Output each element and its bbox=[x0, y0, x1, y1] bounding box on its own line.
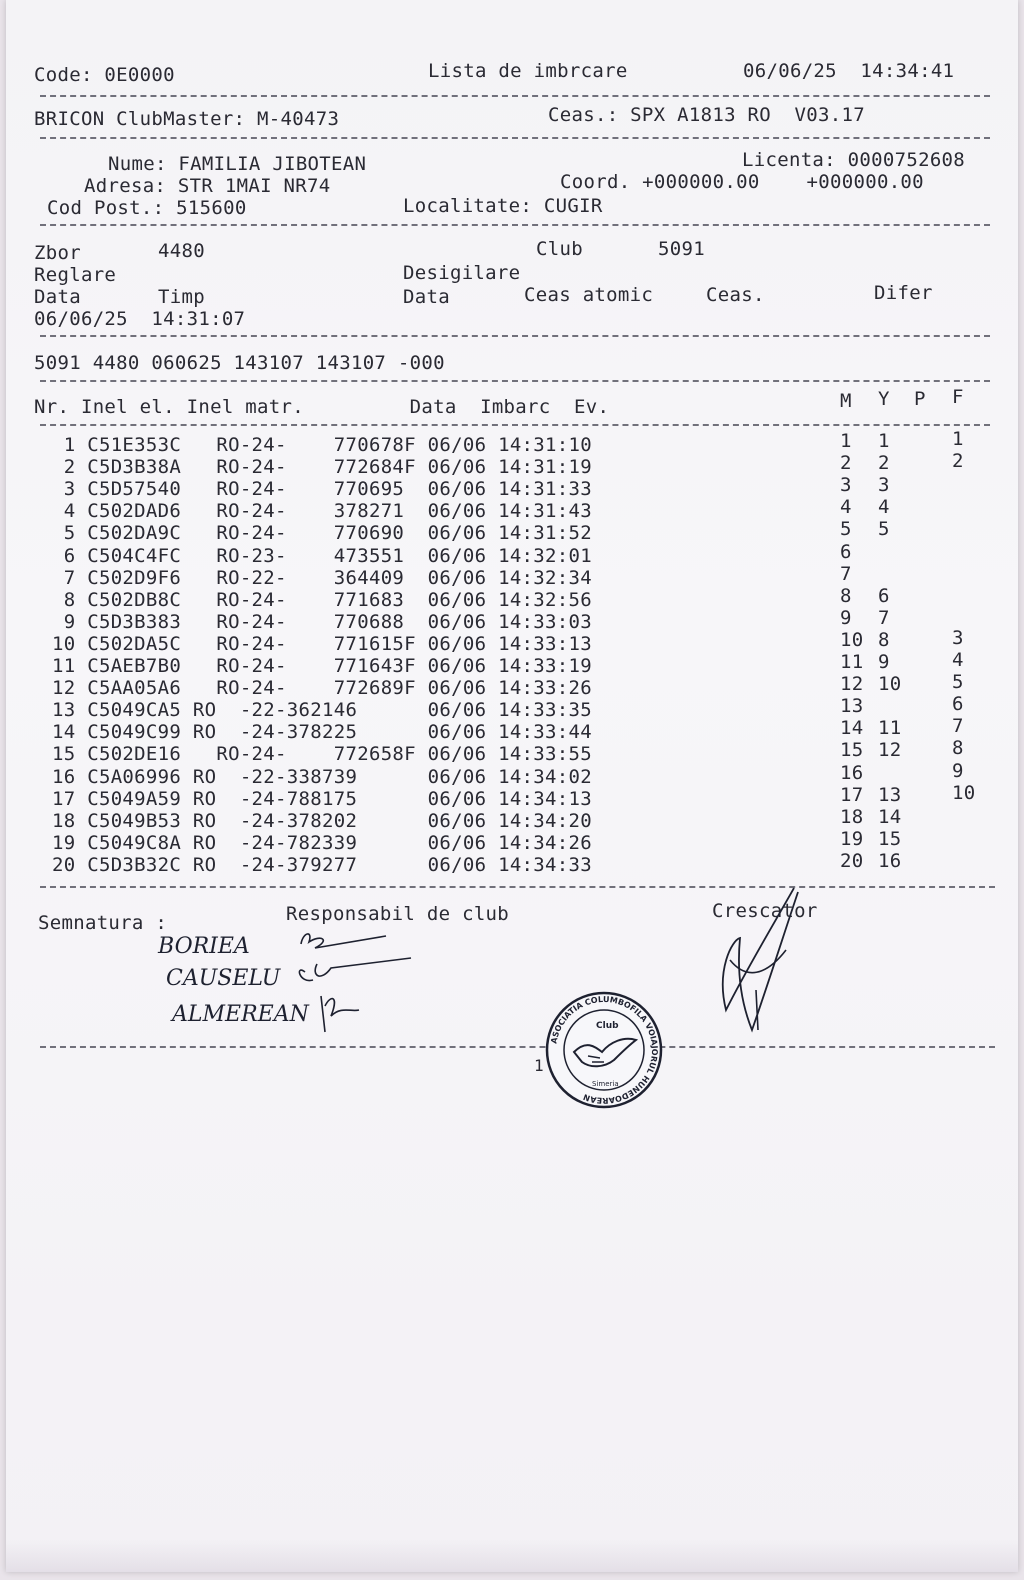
rank-y: 2 bbox=[878, 452, 890, 475]
rank-m: 8 bbox=[840, 584, 852, 607]
rank-f: 8 bbox=[952, 737, 964, 760]
separator bbox=[40, 424, 990, 426]
table-row: 12 C5AA05A6 RO-24- 772689F 06/06 14:33:26 bbox=[52, 677, 592, 700]
rank-y: 8 bbox=[878, 628, 890, 651]
rank-y: 15 bbox=[878, 827, 902, 850]
rank-m: 7 bbox=[840, 562, 852, 585]
col-header-p: P bbox=[914, 388, 926, 410]
rank-m: 4 bbox=[840, 496, 852, 519]
time-label: Timp bbox=[158, 286, 205, 308]
rank-m: 20 bbox=[840, 849, 864, 872]
rank-m: 11 bbox=[840, 651, 864, 673]
rank-m: 6 bbox=[840, 540, 852, 563]
rank-y: 16 bbox=[878, 849, 902, 872]
rank-m: 17 bbox=[840, 783, 864, 806]
rank-f: 6 bbox=[952, 693, 964, 716]
rank-y: 7 bbox=[878, 606, 890, 629]
owner-locality: Localitate: CUGIR bbox=[403, 195, 603, 217]
table-row: 14 C5049C99 RO -24-378225 06/06 14:33:44 bbox=[52, 721, 592, 744]
atomic-clock-label: Ceas atomic bbox=[524, 284, 654, 306]
table-row: 10 C502DA5C RO-24- 771615F 06/06 14:33:13 bbox=[52, 632, 592, 655]
unseal-date-label: Data bbox=[403, 286, 450, 308]
table-row: 16 C5A06996 RO -22-338739 06/06 14:34:02 bbox=[52, 765, 592, 788]
separator bbox=[40, 137, 990, 139]
document-title: Lista de imbrcare bbox=[428, 60, 628, 82]
col-header-y: Y bbox=[878, 388, 890, 410]
rank-f: 3 bbox=[952, 626, 964, 649]
table-row: 19 C5049C8A RO -24-782339 06/06 14:34:26 bbox=[52, 831, 592, 854]
clubmaster-id: BRICON ClubMaster: M-40473 bbox=[34, 108, 340, 130]
rank-f: 4 bbox=[952, 649, 964, 671]
rank-f: 7 bbox=[952, 715, 964, 738]
table-row: 20 C5D3B32C RO -24-379277 06/06 14:34:33 bbox=[52, 853, 592, 876]
svg-text:ASOCIATIA COLUMBOFILA VOIAJORU: ASOCIATIA COLUMBOFILA VOIAJORUL HUNEDOAREAN bbox=[549, 994, 660, 1106]
breeder-signature bbox=[706, 880, 816, 1050]
page-number: 1 bbox=[534, 1056, 544, 1075]
rank-m: 9 bbox=[840, 606, 852, 629]
reglare-label: Reglare bbox=[34, 264, 117, 286]
table-row: 15 C502DE16 RO-24- 772658F 06/06 14:33:55 bbox=[52, 743, 592, 766]
separator bbox=[40, 886, 995, 888]
rank-f: 9 bbox=[952, 759, 964, 782]
owner-name: Nume: FAMILIA JIBOTEAN bbox=[108, 153, 367, 175]
club-stamp bbox=[544, 990, 664, 1110]
table-row: 17 C5049A59 RO -24-788175 06/06 14:34:13 bbox=[52, 787, 592, 810]
rank-y: 11 bbox=[878, 717, 902, 740]
club-number: 5091 bbox=[658, 238, 705, 260]
signature-label: Semnatura : bbox=[38, 912, 168, 934]
desigilare-label: Desigilare bbox=[403, 262, 521, 284]
rank-m: 15 bbox=[840, 739, 864, 762]
owner-license: Licenta: 0000752608 bbox=[742, 149, 966, 171]
table-header: Nr. Inel el. Inel matr. Data Imbarc Ev. bbox=[34, 396, 610, 418]
table-row: 8 C502DB8C RO-24- 771683 06/06 14:32:56 bbox=[52, 588, 592, 611]
svg-text:Simeria: Simeria bbox=[592, 1080, 619, 1088]
table-row: 3 C5D57540 RO-24- 770695 06/06 14:31:33 bbox=[52, 478, 592, 501]
table-row: 9 C5D3B383 RO-24- 770688 06/06 14:33:03 bbox=[52, 610, 592, 633]
rank-m: 18 bbox=[840, 805, 864, 828]
rank-m: 19 bbox=[840, 827, 864, 850]
rank-f: 10 bbox=[952, 781, 976, 804]
flight-number: 4480 bbox=[158, 240, 205, 262]
reglare-values: 06/06/25 14:31:07 bbox=[34, 308, 246, 330]
sheet-shadow bbox=[6, 1540, 1018, 1572]
rank-y: 14 bbox=[878, 805, 902, 828]
printed-sheet bbox=[6, 0, 1018, 1572]
difference-label: Difer bbox=[874, 282, 933, 304]
separator bbox=[40, 95, 990, 97]
rank-y: 9 bbox=[878, 651, 890, 673]
flight-label: Zbor bbox=[34, 242, 81, 264]
rank-m: 2 bbox=[840, 452, 852, 475]
rank-m: 5 bbox=[840, 518, 852, 541]
owner-postcode: Cod Post.: 515600 bbox=[47, 197, 247, 219]
col-header-f: F bbox=[952, 386, 964, 408]
separator bbox=[40, 224, 990, 226]
handwritten-name-1: BORIEA bbox=[158, 934, 250, 959]
date-label: Data bbox=[34, 286, 81, 308]
rank-y: 1 bbox=[878, 430, 890, 452]
table-row: 18 C5049B53 RO -24-378202 06/06 14:34:20 bbox=[52, 809, 592, 832]
table-row: 2 C5D3B38A RO-24- 772684F 06/06 14:31:19 bbox=[52, 456, 592, 479]
code-label: Code: 0E0000 bbox=[34, 64, 175, 86]
rank-m: 16 bbox=[840, 761, 864, 784]
table-row: 11 C5AEB7B0 RO-24- 771643F 06/06 14:33:19 bbox=[52, 655, 592, 677]
responsible-signatures bbox=[291, 924, 431, 1044]
club-responsible-label: Responsabil de club bbox=[286, 903, 510, 925]
rank-f: 2 bbox=[952, 450, 964, 473]
rank-m: 10 bbox=[840, 628, 864, 651]
print-datetime: 06/06/25 14:34:41 bbox=[743, 60, 955, 82]
breeder-label: Crescator bbox=[712, 900, 818, 922]
rank-y: 5 bbox=[878, 518, 890, 541]
table-row: 5 C502DA9C RO-24- 770690 06/06 14:31:52 bbox=[52, 522, 592, 545]
rank-y: 6 bbox=[878, 584, 890, 607]
col-header-m: M bbox=[840, 390, 852, 412]
owner-coordinates: Coord. +000000.00 +000000.00 bbox=[560, 171, 924, 193]
rank-y: 13 bbox=[878, 783, 902, 806]
separator bbox=[40, 380, 990, 382]
table-row: 7 C502D9F6 RO-22- 364409 06/06 14:32:34 bbox=[52, 566, 592, 589]
handwritten-name-3: ALMEREAN bbox=[172, 1002, 309, 1027]
flight-summary-line: 5091 4480 060625 143107 143107 -000 bbox=[34, 352, 445, 374]
owner-address: Adresa: STR 1MAI NR74 bbox=[84, 175, 331, 197]
clock-label: Ceas. bbox=[706, 284, 765, 306]
club-label: Club bbox=[536, 238, 583, 260]
rank-f: 1 bbox=[952, 428, 964, 450]
separator bbox=[40, 335, 990, 337]
table-row: 6 C504C4FC RO-23- 473551 06/06 14:32:01 bbox=[52, 544, 592, 567]
rank-m: 1 bbox=[840, 430, 852, 452]
svg-text:Club: Club bbox=[596, 1021, 619, 1031]
rank-y: 4 bbox=[878, 496, 890, 519]
handwritten-name-2: CAUSELU bbox=[166, 966, 281, 991]
rank-y: 3 bbox=[878, 474, 890, 497]
rank-y: 10 bbox=[878, 673, 902, 696]
table-row: 13 C5049CA5 RO -22-362146 06/06 14:33:35 bbox=[52, 699, 592, 722]
table-row: 1 C51E353C RO-24- 770678F 06/06 14:31:10 bbox=[52, 434, 592, 456]
rank-m: 12 bbox=[840, 673, 864, 696]
rank-m: 13 bbox=[840, 695, 864, 718]
rank-m: 14 bbox=[840, 717, 864, 740]
clock-id: Ceas.: SPX A1813 RO V03.17 bbox=[548, 104, 865, 126]
rank-f: 5 bbox=[952, 671, 964, 694]
separator bbox=[40, 1046, 995, 1048]
rank-y: 12 bbox=[878, 739, 902, 762]
rank-m: 3 bbox=[840, 474, 852, 497]
table-row: 4 C502DAD6 RO-24- 378271 06/06 14:31:43 bbox=[52, 500, 592, 523]
